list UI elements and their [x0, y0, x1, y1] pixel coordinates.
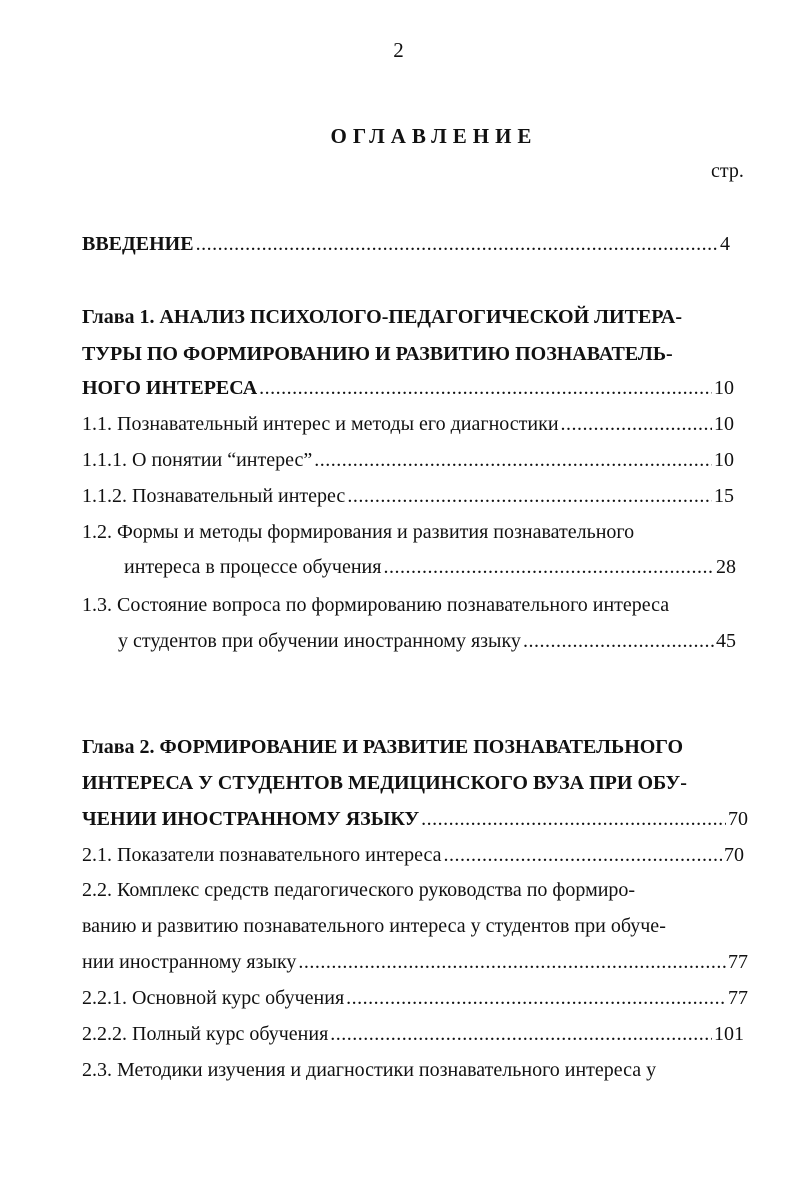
page-number: 2	[393, 38, 404, 62]
chapter1-heading-line1: Глава 1. АНАЛИЗ ПСИХОЛОГО-ПЕДАГОГИЧЕСКОЙ ЛИТЕРА-	[82, 306, 683, 328]
page-column-label: стр.	[711, 160, 744, 182]
chapter1-heading-line3	[82, 374, 734, 402]
toc-entry-page: 101	[714, 1023, 744, 1045]
toc-entry-text: 2.2.1. Основной курс обучения	[82, 987, 345, 1009]
toc-entry-1-3-line1: 1.3. Состояние вопроса по формированию познавательного интереса	[82, 594, 670, 616]
chapter2-heading-line1: Глава 2. ФОРМИРОВАНИЕ И РАЗВИТИЕ ПОЗНАВАТЕЛЬНОГО	[82, 736, 684, 758]
chapter1-heading-line2: ТУРЫ ПО ФОРМИРОВАНИЮ И РАЗВИТИЮ ПОЗНАВАТЕЛЬ-	[82, 343, 673, 365]
leader-dots	[259, 374, 712, 402]
toc-entry-text: у студентов при обучении иностранному языку	[118, 630, 521, 652]
leader-dots	[298, 948, 726, 976]
toc-entry-2-2-2	[82, 1020, 744, 1048]
toc-entry-page: 10	[714, 449, 734, 471]
toc-entry-text: НОГО ИНТЕРЕСА	[82, 377, 258, 399]
toc-entry-1-1-1	[82, 446, 734, 474]
toc-entry-text: 2.2.2. Полный курс обучения	[82, 1023, 329, 1045]
toc-entry-text: интереса в процессе обучения	[124, 556, 382, 578]
toc-entry-1-1	[82, 410, 734, 438]
toc-entry-page: 4	[720, 233, 730, 255]
toc-entry-page: 28	[716, 556, 736, 578]
leader-dots	[444, 841, 722, 869]
toc-entry-1-2-line2	[124, 553, 736, 581]
toc-entry-page: 77	[728, 987, 748, 1009]
chapter2-heading-line3	[82, 805, 748, 833]
leader-dots	[561, 410, 712, 438]
toc-entry-text: 1.1.2. Познавательный интерес	[82, 485, 346, 507]
leader-dots	[346, 984, 726, 1012]
toc-entry-2-3-line1: 2.3. Методики изучения и диагностики познавательного интереса у	[82, 1059, 657, 1081]
toc-entry-2-2-line3	[82, 948, 748, 976]
toc-entry-page: 45	[716, 630, 736, 652]
chapter2-heading-line2: ИНТЕРЕСА У СТУДЕНТОВ МЕДИЦИНСКОГО ВУЗА ПРИ ОБУ-	[82, 772, 687, 794]
leader-dots	[196, 230, 718, 258]
toc-entry-page: 77	[728, 951, 748, 973]
leader-dots	[383, 553, 714, 581]
toc-entry-text: нии иностранному языку	[82, 951, 297, 973]
toc-entry-1-1-2	[82, 482, 734, 510]
toc-entry-1-3-line2	[118, 627, 736, 655]
toc-entry-text: 1.1.1. О понятии “интерес”	[82, 449, 313, 471]
toc-entry-text: ЧЕНИИ ИНОСТРАННОМУ ЯЗЫКУ	[82, 808, 420, 830]
leader-dots	[330, 1020, 712, 1048]
leader-dots	[347, 482, 712, 510]
leader-dots	[421, 805, 726, 833]
toc-entry-page: 70	[728, 808, 748, 830]
toc-entry-text: 2.1. Показатели познавательного интереса	[82, 844, 442, 866]
toc-entry-2-2-line1: 2.2. Комплекс средств педагогического руководства по формиро-	[82, 879, 636, 901]
toc-entry-page: 10	[714, 413, 734, 435]
toc-entry-intro	[82, 230, 730, 258]
toc-entry-2-2-1	[82, 984, 748, 1012]
toc-entry-1-2-line1: 1.2. Формы и методы формирования и развития познавательного	[82, 521, 635, 543]
toc-title: ОГЛАВЛЕНИЕ	[330, 124, 538, 148]
leader-dots	[314, 446, 712, 474]
toc-entry-2-1	[82, 841, 744, 869]
leader-dots	[523, 627, 714, 655]
toc-entry-text: 1.1. Познавательный интерес и методы его диагностики	[82, 413, 559, 435]
toc-entry-page: 15	[714, 485, 734, 507]
toc-entry-page: 70	[724, 844, 744, 866]
toc-entry-text: ВВЕДЕНИЕ	[82, 233, 194, 255]
toc-entry-page: 10	[714, 377, 734, 399]
toc-entry-2-2-line2: ванию и развитию познавательного интереса у студентов при обуче-	[82, 915, 666, 937]
